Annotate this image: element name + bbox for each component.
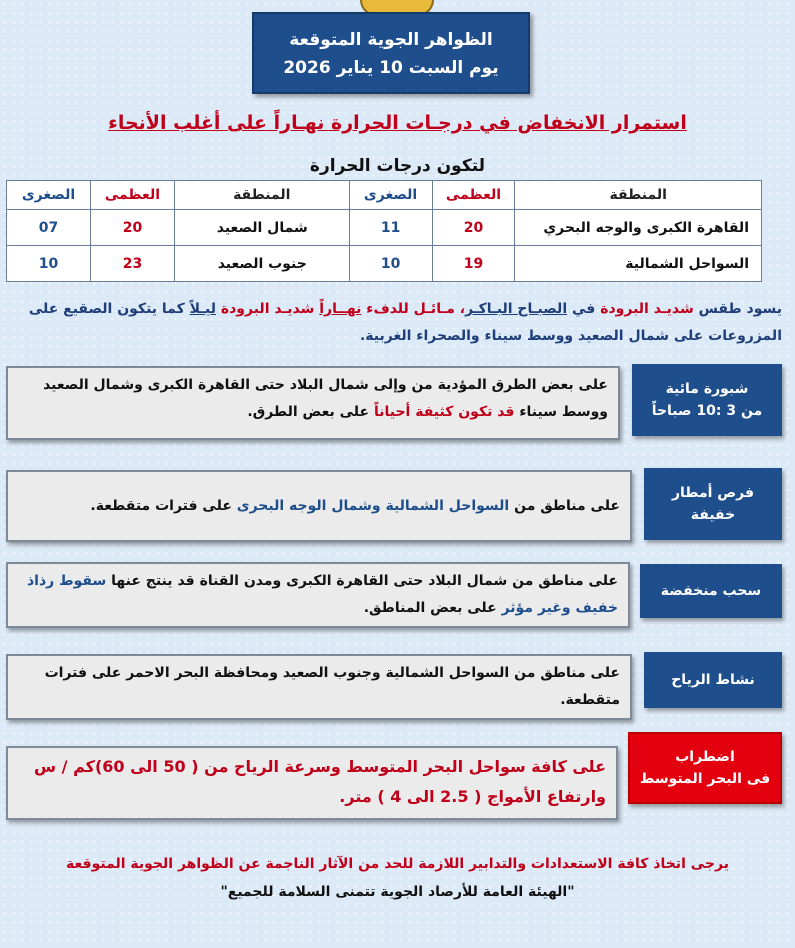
rain-label-line1: فرص أمطار — [671, 485, 754, 501]
table-header-row — [7, 181, 762, 210]
summary-text: الصبـاح البـاكـر — [465, 301, 568, 317]
fog-description — [6, 366, 620, 440]
table-row — [7, 210, 762, 246]
rain-text: على فترات متقطعة. — [90, 497, 232, 514]
fog-label — [632, 364, 782, 436]
min-cell: 07 — [7, 210, 91, 246]
sea-text: على كافة سواحل البحر المتوسط وسرعة الرياح من ( 50 الى 60)كم / س وارتفاع الأمواج ( 2.5 الى 4 ) متر. — [34, 757, 606, 806]
summary-highlight: شديـد البرودة — [220, 301, 315, 317]
header-max: العظمى — [432, 181, 515, 210]
max-cell: 19 — [432, 246, 515, 282]
clouds-label-text: سحب منخفضة — [660, 583, 762, 599]
footer-advisory: يرجى اتخاذ كافة الاستعدادات والتدابير اللازمة للحد من الآثار الناجمة عن الظواهر الجوية المتوقعة — [66, 856, 729, 872]
wind-label-text: نشاط الرياح — [671, 672, 755, 688]
rain-label-line2: خفيفة — [690, 507, 736, 523]
summary-text: كما يتكون الصقيع على المزروعات على شمال الصعيد ووسط سيناء والصحراء الغربية. — [28, 301, 782, 344]
header-region: المنطقة — [174, 181, 349, 210]
fog-text: على بعض الطرق. — [247, 404, 370, 420]
rain-description — [6, 470, 632, 542]
footer-signature: "الهيئة العامة للأرصاد الجوية تتمنى السلامة للجميع" — [220, 884, 575, 900]
weather-summary — [14, 296, 782, 350]
sea-label — [628, 732, 782, 804]
region-cell: القاهرة الكبرى والوجه البحري — [515, 210, 762, 246]
summary-text: في — [572, 301, 596, 317]
wind-text: على مناطق من السواحل الشمالية وجنوب الصعيد ومحافظة البحر الاحمر على فترات متقطعة. — [44, 665, 620, 708]
wind-label — [644, 652, 782, 708]
fog-text: على بعض الطرق المؤدية من وإلى شمال البلاد حتى القاهرة الكبرى وشمال الصعيد ووسط سيناء — [43, 377, 608, 420]
rain-text: على مناطق من — [514, 497, 620, 514]
bulletin-header — [252, 12, 530, 94]
summary-highlight: نهــاراً — [319, 301, 362, 317]
max-cell: 20 — [90, 210, 174, 246]
header-max: العظمى — [90, 181, 174, 210]
headline-text: استمرار الانخفاض في درجـات الحرارة نهـاراً على أغلب الأنحاء — [108, 112, 687, 134]
wind-description — [6, 654, 632, 720]
table-row — [7, 246, 762, 282]
sea-label-line2: فى البحر المتوسط — [639, 771, 771, 787]
rain-highlight: السواحل الشمالية وشمال الوجه البحرى — [236, 497, 510, 514]
clouds-description — [6, 562, 630, 628]
fog-highlight: قد تكون كثيفة أحياناً — [373, 404, 515, 420]
sea-label-line1: اضطراب — [675, 749, 735, 765]
bulletin-title: الظواهر الجوية المتوقعة — [289, 30, 493, 50]
max-cell: 20 — [432, 210, 515, 246]
min-cell: 10 — [7, 246, 91, 282]
header-region: المنطقة — [515, 181, 762, 210]
clouds-text: على مناطق من شمال البلاد حتى القاهرة الكبرى ومدن القناة قد ينتج عنها — [111, 573, 618, 589]
fog-label-line2: من 3 :10 صباحاً — [651, 403, 763, 419]
fog-label-line1: شبورة مائية — [665, 381, 749, 397]
region-cell: السواحل الشمالية — [515, 246, 762, 282]
summary-highlight: شديـد البرودة — [600, 301, 694, 317]
temperature-caption: لتكون درجات الحرارة — [309, 156, 486, 176]
summary-text: ليـلاً — [189, 301, 216, 317]
bulletin-date: يوم السبت 10 يناير 2026 — [283, 58, 499, 78]
header-min: الصغرى — [349, 181, 432, 210]
clouds-highlight: سقوط رذاذ خفيف وغير مؤثر — [27, 573, 618, 616]
rain-label — [644, 468, 782, 540]
summary-highlight: ، مـائـل للدفء — [366, 301, 466, 317]
max-cell: 23 — [90, 246, 174, 282]
min-cell: 10 — [349, 246, 432, 282]
clouds-label — [640, 564, 782, 618]
region-cell: جنوب الصعيد — [174, 246, 349, 282]
sea-description — [6, 746, 618, 820]
region-cell: شمال الصعيد — [174, 210, 349, 246]
header-min: الصغرى — [7, 181, 91, 210]
summary-text: يسود طقس — [698, 301, 782, 317]
clouds-text: على بعض المناطق. — [363, 600, 497, 616]
temperature-table — [6, 180, 762, 282]
headline — [0, 112, 795, 134]
min-cell: 11 — [349, 210, 432, 246]
